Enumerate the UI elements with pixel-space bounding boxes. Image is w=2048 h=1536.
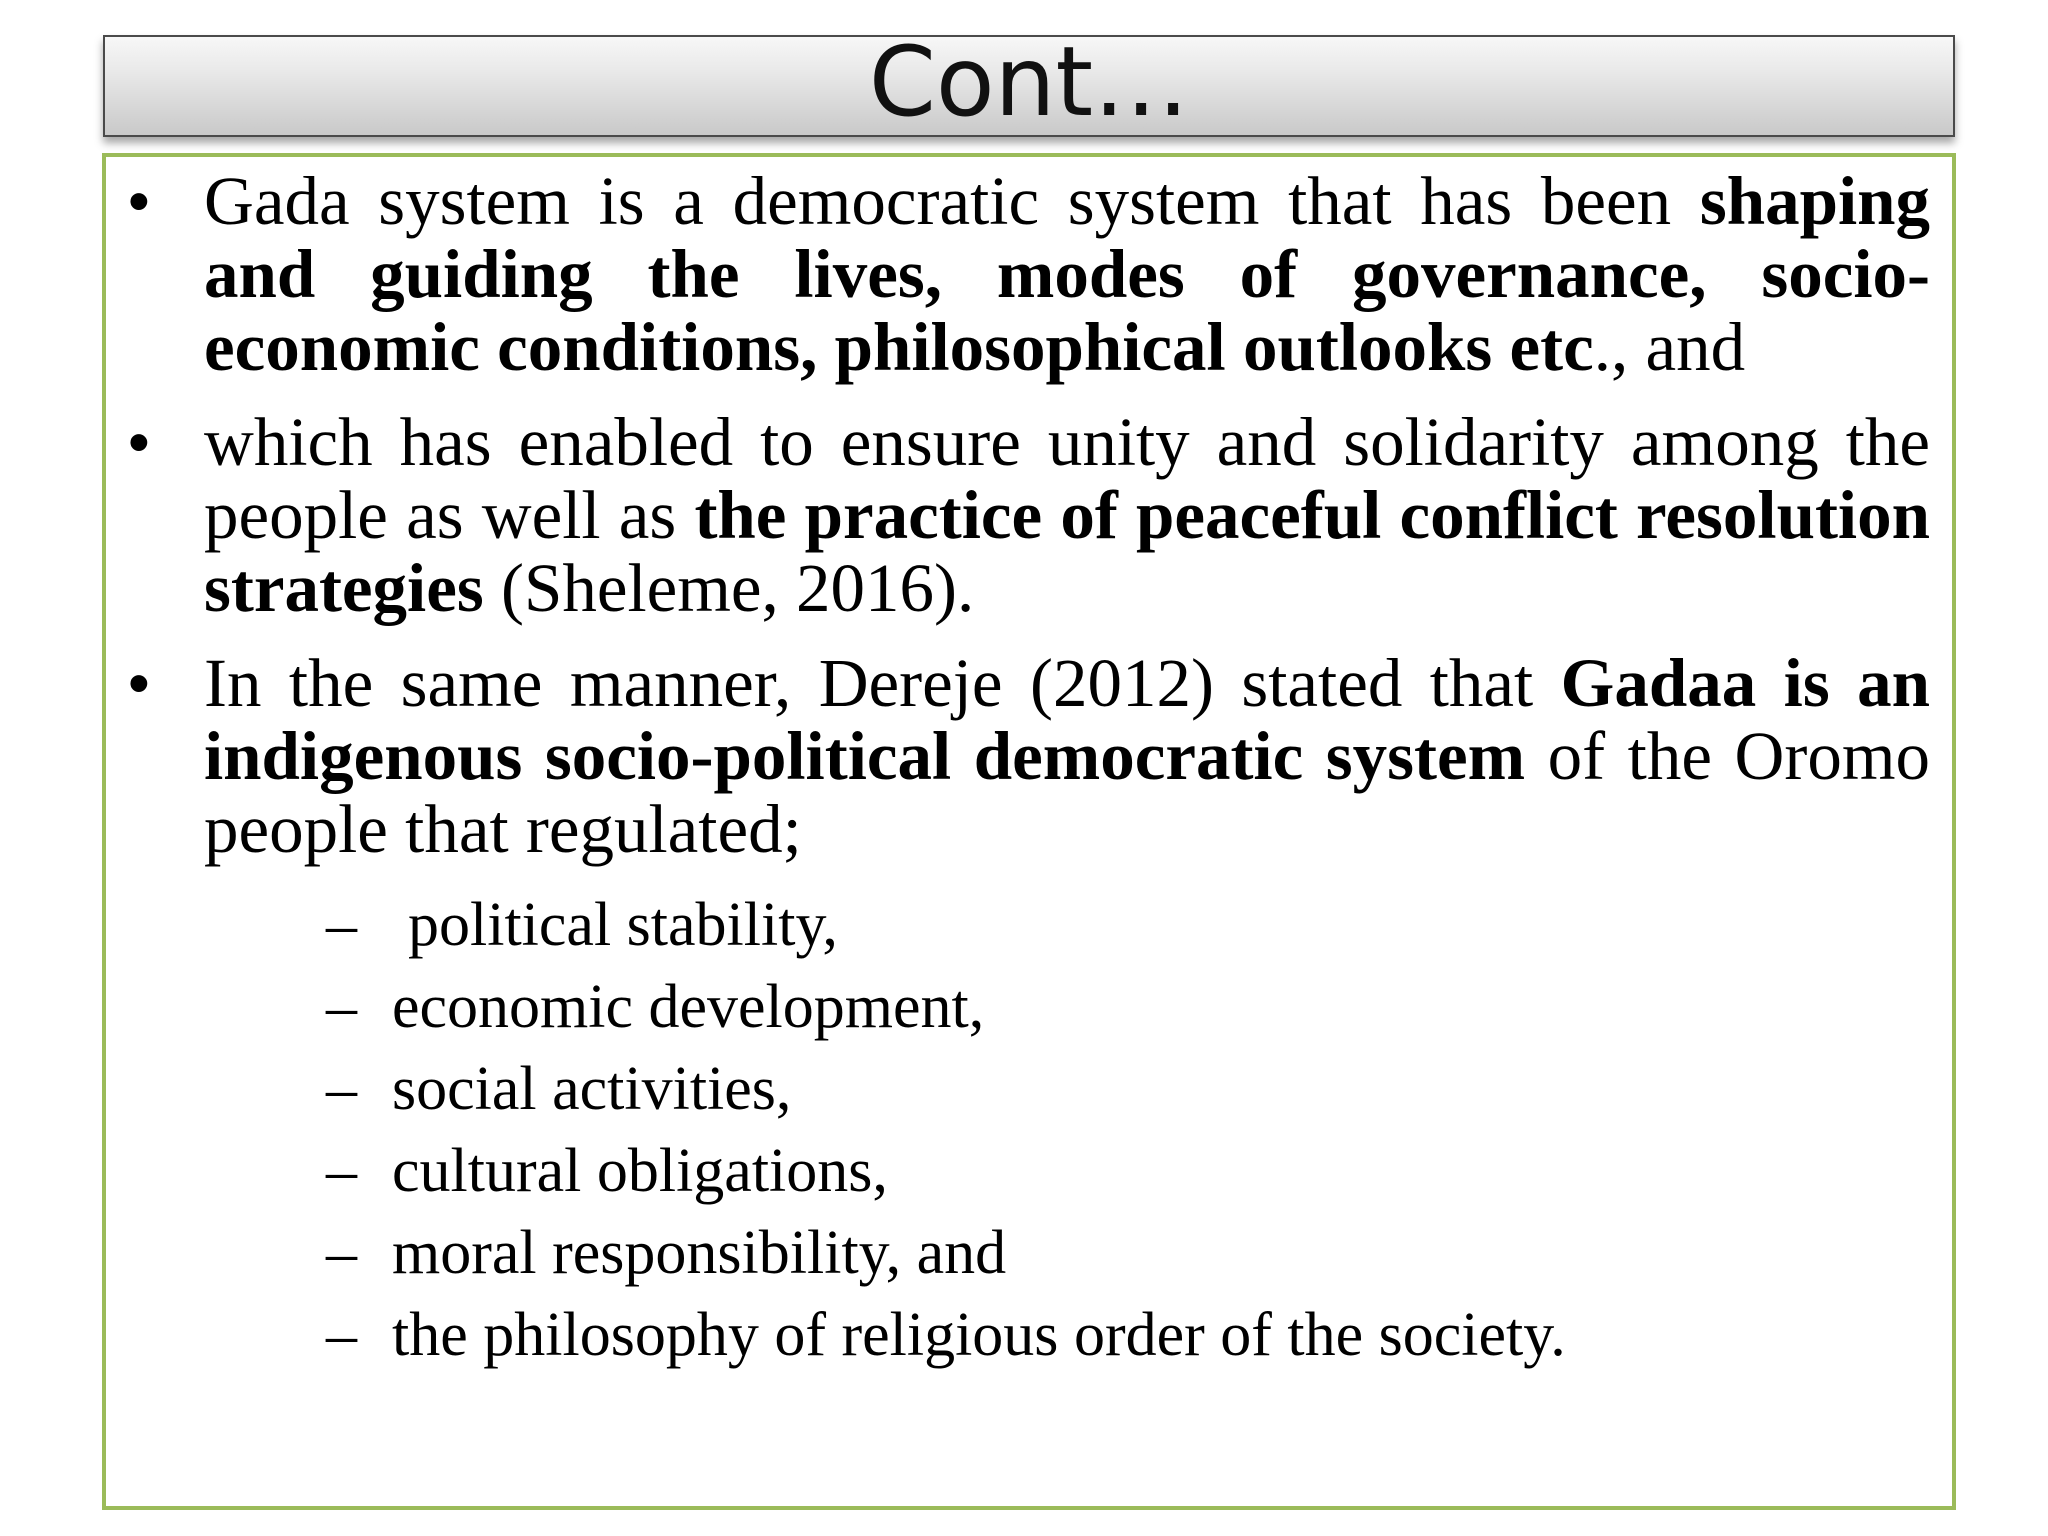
sub-item: – political stability, bbox=[204, 884, 1930, 966]
sub-item: – the philosophy of religious order of the society. bbox=[204, 1294, 1930, 1376]
bullet-item bbox=[106, 647, 1952, 1376]
bullet-text-bold: Gadaa is an indigenous socio-political democratic system bbox=[204, 645, 1930, 794]
slide-title: Cont… bbox=[868, 26, 1190, 138]
bullet-text: (Sheleme, 2016). bbox=[483, 550, 975, 626]
sub-item: – moral responsibility, and bbox=[204, 1212, 1930, 1294]
bullet-item bbox=[106, 165, 1952, 384]
bullet-list bbox=[106, 157, 1952, 1398]
bullet-text: In the same manner, Dereje (2012) stated that bbox=[204, 645, 1561, 721]
sub-item: – economic development, bbox=[204, 966, 1930, 1048]
content-box bbox=[102, 153, 1956, 1510]
bullet-item bbox=[106, 406, 1952, 625]
sub-item: – cultural obligations, bbox=[204, 1130, 1930, 1212]
bullet-text-bold: the practice of peaceful conflict resolution strategies bbox=[204, 477, 1930, 626]
sub-list bbox=[204, 884, 1930, 1376]
slide-title-bar bbox=[103, 26, 1955, 138]
sub-item: – social activities, bbox=[204, 1048, 1930, 1130]
bullet-text: of the Oromo people that regulated; bbox=[204, 718, 1930, 867]
bullet-text: which has enabled to ensure unity and solidarity among the people as well as bbox=[204, 404, 1930, 553]
bullet-text: ., and bbox=[1593, 309, 1746, 385]
bullet-text-bold: shaping and guiding the lives, modes of governance, socio-economic conditions, philosophical outlooks etc bbox=[204, 163, 1930, 385]
bullet-text: Gada system is a democratic system that has been bbox=[204, 163, 1700, 239]
